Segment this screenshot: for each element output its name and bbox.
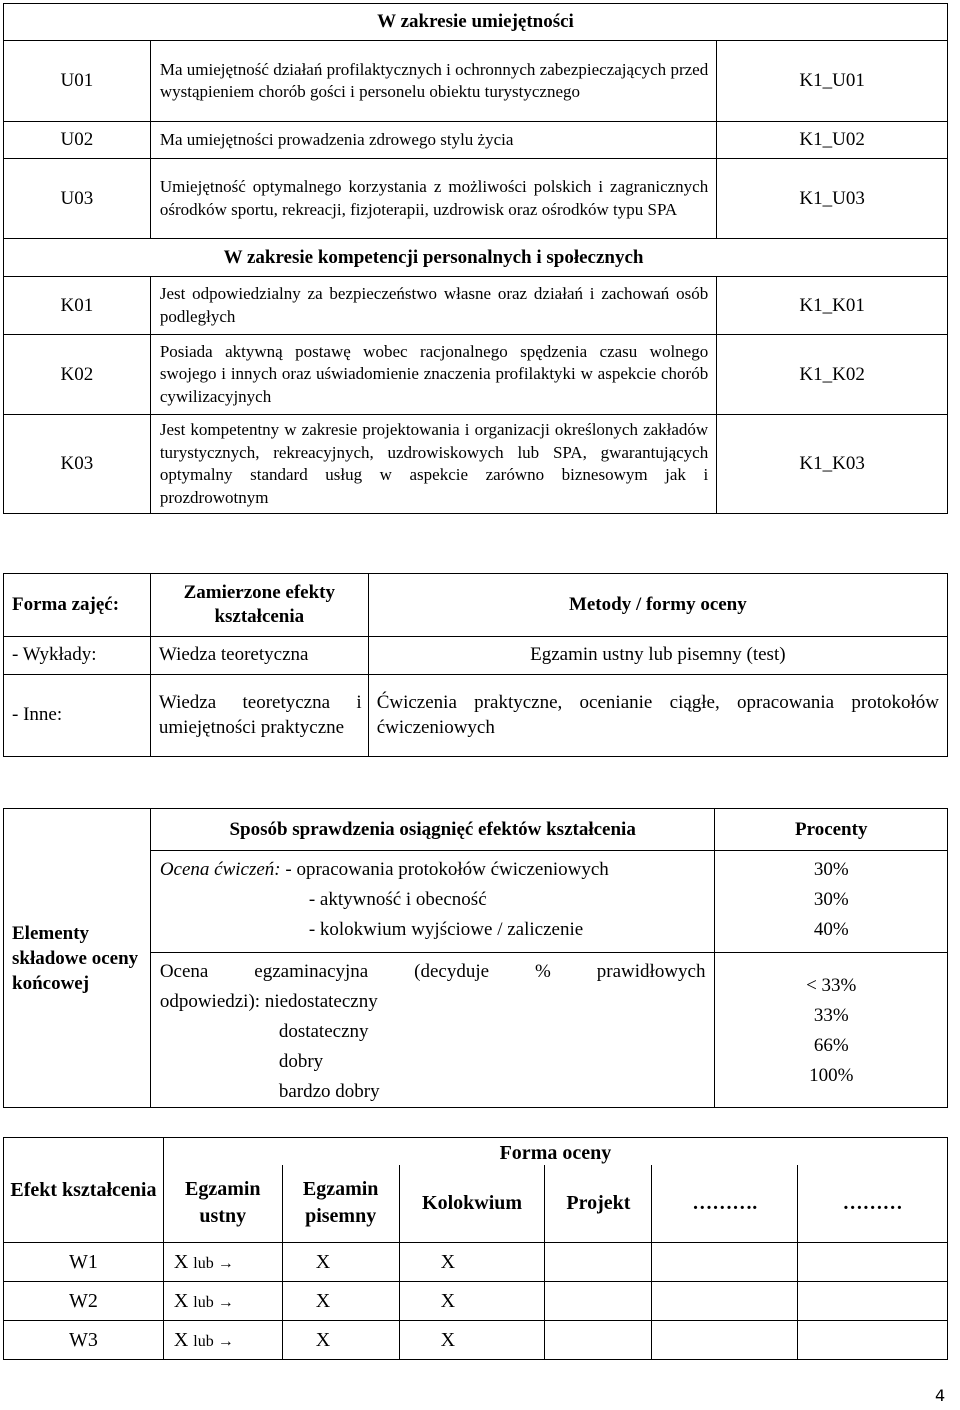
- oral-mark: X lub →: [163, 1243, 282, 1282]
- percent-value: 30%: [813, 859, 849, 880]
- table-row: [4, 122, 948, 159]
- oral-mark: X lub →: [163, 1282, 282, 1321]
- effect-code: W2: [4, 1282, 164, 1321]
- competences-header: W zakresie kompetencji personalnych i społecznych: [150, 239, 716, 277]
- exam-grade: bardzo dobry: [278, 1081, 380, 1102]
- exam-line-prefix: odpowiedzi):: [159, 991, 261, 1012]
- percent-value: 30%: [813, 889, 849, 910]
- written-mark: X: [282, 1243, 399, 1282]
- form-methods: Egzamin ustny lub pisemny (test): [368, 637, 947, 675]
- effect-code: W1: [4, 1243, 164, 1282]
- grading-percent-header: Procenty: [715, 809, 948, 851]
- outcome-effect: K1_U01: [717, 41, 948, 122]
- exam-percents: [715, 953, 948, 1108]
- colloquium-mark: X: [399, 1321, 545, 1360]
- oral-note: lub →: [193, 1332, 234, 1350]
- column-colloquium: Kolokwium: [399, 1165, 545, 1243]
- outcome-effect: K1_K01: [717, 277, 948, 335]
- table-row: [4, 335, 948, 415]
- outcome-effect: K1_U03: [717, 159, 948, 239]
- outcome-code: U03: [4, 159, 151, 239]
- skills-header: W zakresie umiejętności: [4, 4, 948, 41]
- outcome-effect: K1_K03: [717, 415, 948, 514]
- percent-value: < 33%: [806, 975, 857, 996]
- outcome-description: Ma umiejętność działań profilaktycznych i ochronnych zabezpieczających przed wystąpieniem chorób gości i personelu obiektu turystycznego: [150, 41, 716, 122]
- form-effects: Wiedza teoretyczna: [150, 637, 368, 675]
- table-row: [4, 637, 948, 675]
- exercise-line: - kolokwium wyjściowe / zaliczenie: [308, 919, 584, 940]
- table-row: [4, 415, 948, 514]
- table-row: [4, 41, 948, 122]
- outcome-description: Jest odpowiedzialny za bezpieczeństwo własne oraz działań i zachowań osób podległych: [150, 277, 716, 335]
- exercise-line: - aktywność i obecność: [308, 889, 487, 910]
- form-effects: Wiedza teoretyczna i umiejętności praktyczne: [150, 675, 368, 757]
- outcome-code: K02: [4, 335, 151, 415]
- column-project: Projekt: [545, 1165, 652, 1243]
- percent-value: 40%: [813, 919, 849, 940]
- effect-header: Efekt kształcenia: [4, 1138, 164, 1243]
- table-row: [4, 277, 948, 335]
- table-row: [4, 159, 948, 239]
- column-written-exam: Egzamin pisemny: [282, 1165, 399, 1243]
- exercise-line: - opracowania protokołów ćwiczeniowych: [285, 859, 609, 880]
- grading-table: [3, 808, 948, 1108]
- methods-header: Metody / formy oceny: [368, 574, 947, 637]
- table-row: [4, 1321, 948, 1360]
- grading-method-header: Sposób sprawdzenia osiągnięć efektów kształcenia: [150, 809, 715, 851]
- outcome-effect: K1_K02: [717, 335, 948, 415]
- learning-outcomes-table: [3, 3, 948, 514]
- outcome-effect: K1_U02: [717, 122, 948, 159]
- exam-intro: Ocena egzaminacyjna (decyduje % prawidłowych: [159, 961, 706, 982]
- percent-value: 33%: [813, 1005, 849, 1026]
- column-oral-exam: Egzamin ustny: [163, 1165, 282, 1243]
- exam-grade: niedostateczny: [264, 991, 378, 1012]
- table-row: [4, 1243, 948, 1282]
- exercise-percents: [715, 851, 948, 953]
- form-name: - Inne:: [4, 675, 151, 757]
- assessment-forms-table: [3, 1137, 948, 1360]
- form-name: - Wykłady:: [4, 637, 151, 675]
- exam-grade: dobry: [278, 1051, 324, 1072]
- outcome-description: Jest kompetentny w zakresie projektowania i organizacji określonych zakładów turystycznych, rekreacyjnych, uzdrowiskowych lub SPA, gwarantujących optymalny standard usług w aspekcie zarówno biznesowym jak i prozdrowotnym: [150, 415, 716, 514]
- outcome-description: Umiejętność optymalnego korzystania z możliwości polskich i zagranicznych ośrodków sportu, rekreacji, fizjoterapii, uzdrowisk oraz ośrodków typu SPA: [150, 159, 716, 239]
- percent-value: 100%: [809, 1065, 854, 1086]
- form-methods: Ćwiczenia praktyczne, ocenianie ciągłe, opracowania protokołów ćwiczeniowych: [368, 675, 947, 757]
- oral-note: lub →: [193, 1293, 234, 1311]
- colloquium-mark: X: [399, 1243, 545, 1282]
- exam-grade: dostateczny: [278, 1021, 369, 1042]
- column-blank-1: ……….: [652, 1165, 798, 1243]
- oral-note: lub →: [193, 1254, 234, 1272]
- grading-left-label: Elementy składowe oceny końcowej: [4, 809, 151, 1108]
- column-blank-2: ………: [798, 1165, 948, 1243]
- outcome-code: U01: [4, 41, 151, 122]
- exercise-label: Ocena ćwiczeń:: [159, 859, 281, 880]
- written-mark: X: [282, 1282, 399, 1321]
- percent-value: 66%: [813, 1035, 849, 1056]
- form-header: Forma zajęć:: [4, 574, 151, 637]
- outcome-description: Posiada aktywną postawę wobec racjonalnego spędzenia czasu wolnego swojego i innych oraz uświadomienie znaczenia profilaktyki w aspekcie chorób cywilizacyjnych: [150, 335, 716, 415]
- page-number: 4: [935, 1386, 946, 1405]
- effects-header: Zamierzone efekty kształcenia: [150, 574, 368, 637]
- outcome-code: U02: [4, 122, 151, 159]
- table-row: [4, 675, 948, 757]
- outcome-description: Ma umiejętności prowadzenia zdrowego stylu życia: [150, 122, 716, 159]
- class-forms-table: [3, 573, 948, 757]
- effect-code: W3: [4, 1321, 164, 1360]
- exercise-assessment: [150, 851, 715, 953]
- outcome-code: K01: [4, 277, 151, 335]
- written-mark: X: [282, 1321, 399, 1360]
- colloquium-mark: X: [399, 1282, 545, 1321]
- oral-mark: X lub →: [163, 1321, 282, 1360]
- outcome-code: K03: [4, 415, 151, 514]
- table-row: [4, 1282, 948, 1321]
- exam-assessment: [150, 953, 715, 1108]
- form-of-assessment-header: Forma oceny: [163, 1138, 947, 1165]
